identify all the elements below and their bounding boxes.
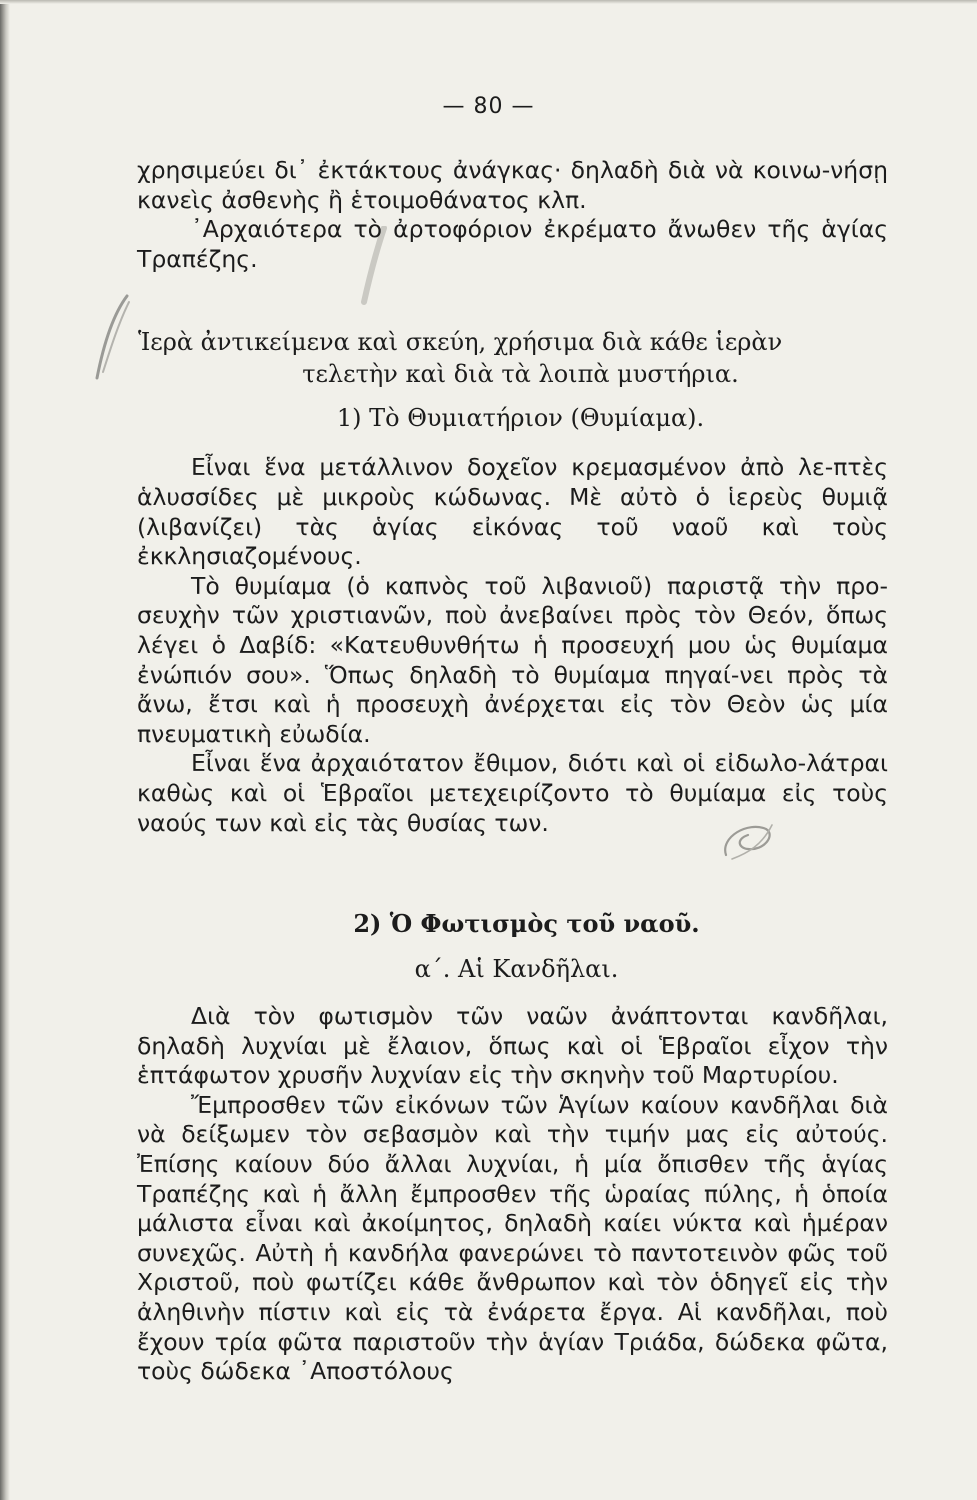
section-heading-line: Ἱερὰ ἀντικείμενα καὶ σκεύη, χρήσιμα διὰ κάθε ἱερὰν xyxy=(138,328,783,357)
lamps-text xyxy=(137,1002,888,1387)
section-heading xyxy=(137,326,888,390)
section-heading: 2) Ὁ Φωτισμὸς τοῦ ναοῦ. xyxy=(353,909,700,939)
paragraph: Εἶναι ἕνα μετάλλινον δοχεῖον κρεμασμένον ἀπὸ λε-πτὲς ἁλυσσίδες μὲ μικροὺς κώδωνας. Μὲ αὐτὸ ὁ ἱερεὺς θυμιᾷ (λιβανίζει) τὰς ἁγίας εἰκόνας τοῦ ναοῦ καὶ τοὺς ἐκκλησιαζομένους. xyxy=(137,453,888,571)
page-binding-edge xyxy=(0,0,10,1500)
paragraph: Τὸ θυμίαμα (ὁ καπνὸς τοῦ λιβανιοῦ) παριστᾷ τὴν προ-σευχὴν τῶν χριστιανῶν, ποὺ ἀνεβαίνει πρὸς τὸν Θεόν, ὅπως λέγει ὁ Δαβίδ: «Κατευθυνθήτω ἡ προσευχή μου ὡς θυμίαμα ἐνώπιόν σου». Ὅπως δηλαδὴ τὸ θυμίαμα πηγαί-νει πρὸς τὰ ἄνω, ἔτσι καὶ ἡ προσευχὴ ἀνέρχεται εἰς τὸν Θεὸν ὡς μία πνευματικὴ εὐωδία. xyxy=(137,571,888,748)
thymiaterion-text xyxy=(137,453,888,838)
page-top-edge xyxy=(0,0,977,4)
paragraph: Διὰ τὸν φωτισμὸν τῶν ναῶν ἀνάπτονται κανδῆλαι, δηλαδὴ λυχνίαι μὲ ἔλαιον, ὅπως καὶ οἱ Ἑβραῖοι εἶχον τὴν ἑπτάφωτον χρυσῆν λυχνίαν εἰς τὴν σκηνὴν τοῦ Μαρτυρίου. xyxy=(137,1002,888,1090)
subsection-heading: 1) Τὸ Θυμιατήριον (Θυμίαμα). xyxy=(336,404,705,433)
paragraph: Εἶναι ἕνα ἀρχαιότατον ἔθιμον, διότι καὶ οἱ εἰδωλο-λάτραι καθὼς καὶ οἱ Ἑβραῖοι μετεχειρίζοντο τὸ θυμίαμα εἰς τοὺς ναούς των καὶ εἰς τὰς θυσίας των. xyxy=(137,749,888,837)
paragraph: ᾽Αρχαιότερα τὸ ἀρτοφόριον ἐκρέματο ἄνωθεν τῆς ἁγίας Τραπέζης. xyxy=(137,215,888,273)
section-heading-line: τελετὴν καὶ διὰ τὰ λοιπὰ μυστήρια. xyxy=(302,360,739,389)
paragraph: Ἔμπροσθεν τῶν εἰκόνων τῶν Ἁγίων καίουν κανδῆλαι διὰ νὰ δείξωμεν τὸν σεβασμὸν καὶ τὴν τιμήν μας εἰς αὐτούς. Ἐπίσης καίουν δύο ἄλλαι λυχνίαι, ἡ μία ὄπισθεν τῆς ἁγίας Τραπέζης καὶ ἡ ἄλλη ἔμπροσθεν τῆς ὡραίας πύλης, ἡ ὁποία μάλιστα εἶναι καὶ ἀκοίμητος, δηλαδὴ καίει νύκτα καὶ ἡμέραν συνεχῶς. Αὐτὴ ἡ κανδήλα φανερώνει τὸ παντοτεινὸν φῶς τοῦ Χριστοῦ, ποὺ φωτίζει κάθε ἄνθρωπον καὶ τὸν ὁδηγεῖ εἰς τὴν ἀληθινὴν πίστιν καὶ εἰς τὰ ἐνάρετα ἔργα. Αἱ κανδῆλαι, ποὺ ἔχουν τρία φῶτα παριστοῦν τὴν ἁγίαν Τριάδα, δώδεκα φῶτα, τοὺς δώδεκα ᾽Αποστόλους xyxy=(137,1090,888,1386)
page-number: — 80 — xyxy=(442,94,535,119)
text-column xyxy=(137,156,888,1387)
opening-text xyxy=(137,156,888,274)
paragraph: χρησιμεύει δι᾽ ἐκτάκτους ἀνάγκας· δηλαδὴ διὰ νὰ κοινω-νήσῃ κανεὶς ἀσθενὴς ἢ ἑτοιμοθάνατος κλπ. xyxy=(137,156,888,214)
pencil-mark-icon xyxy=(93,292,133,382)
subsection-heading: α΄. Αἱ Κανδῆλαι. xyxy=(414,955,619,984)
